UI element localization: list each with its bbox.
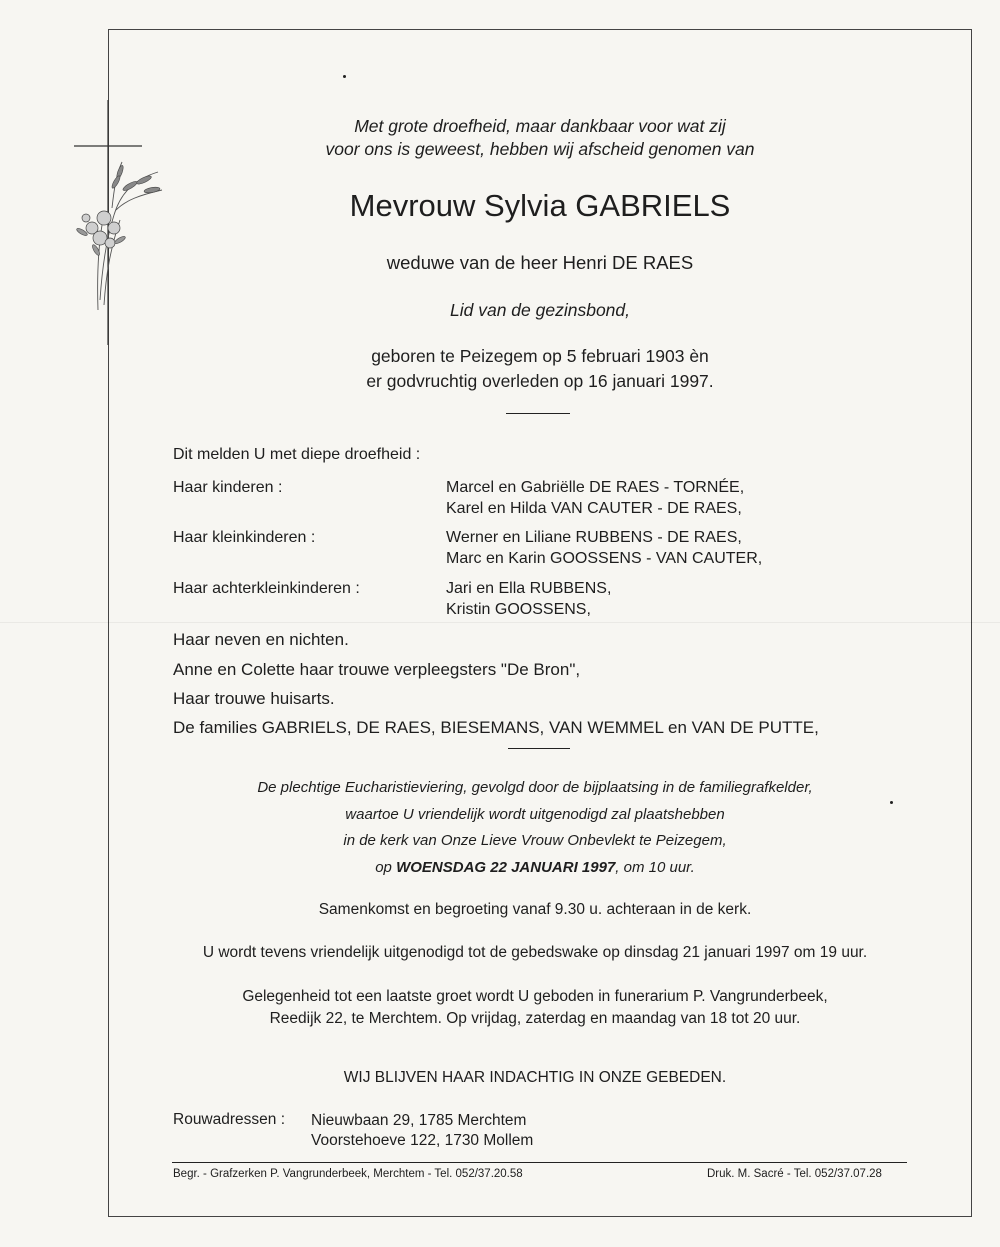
family-label-great-grandchildren: Haar achterkleinkinderen :	[173, 580, 360, 597]
membership-line: Lid van de gezinsbond,	[450, 300, 630, 320]
widow-line: weduwe van de heer Henri DE RAES	[386, 252, 694, 273]
footer-left: Begr. - Grafzerken P. Vangrunderbeek, Merchtem - Tel. 052/37.20.58	[173, 1168, 523, 1180]
ceremony-line: waartoe U vriendelijk wordt uitgenodigd zal plaatshebben	[345, 805, 725, 823]
ceremony-line: De plechtige Eucharistieviering, gevolgd door de bijplaatsing in de familiegrafkelder,	[257, 779, 813, 796]
separator-rule	[506, 413, 570, 414]
ceremony-date-line	[160, 855, 910, 882]
gathering-line: Samenkomst en begroeting vanaf 9.30 u. achteraan in de kerk.	[318, 901, 752, 918]
intro-line: Met grote droefheid, maar dankbaar voor wat zij	[354, 116, 726, 136]
other-relatives-line: Haar trouwe huisarts.	[173, 689, 335, 708]
family-name-line: Marcel en Gabriëlle DE RAES - TORNÉE,	[446, 479, 745, 496]
ceremony-date-prefix: op	[375, 858, 397, 876]
family-name-line: Jari en Ella RUBBENS,	[446, 580, 612, 597]
family-label-grandchildren: Haar kleinkinderen :	[173, 529, 316, 546]
family-name-line: Kristin GOOSSENS,	[446, 601, 591, 618]
family-names-great-grandchildren	[446, 578, 611, 620]
address-line: Voorstehoeve 122, 1730 Mollem	[311, 1132, 534, 1149]
cross-with-flowers-icon	[70, 100, 170, 350]
funeral-home-line: Reedijk 22, te Merchtem. Op vrijdag, zaterdag en maandag van 18 tot 20 uur.	[269, 1010, 801, 1027]
footer-right: Druk. M. Sacré - Tel. 052/37.07.28	[707, 1168, 882, 1180]
family-name-line: Werner en Liliane RUBBENS - DE RAES,	[446, 529, 742, 546]
addresses-label: Rouwadressen :	[173, 1111, 286, 1128]
other-relatives-line: Haar neven en nichten.	[173, 630, 349, 649]
death-line: er godvruchtig overleden op 16 januari 1997.	[366, 371, 714, 391]
ceremony-line: in de kerk van Onze Lieve Vrouw Onbevlekt te Peizegem,	[343, 832, 727, 849]
birth-line: geboren te Peizegem op 5 februari 1903 èn	[371, 346, 709, 366]
footer-rule	[172, 1162, 907, 1163]
intro-line: voor ons is geweest, hebben wij afscheid genomen van	[325, 139, 755, 159]
announce-line: Dit melden U met diepe droefheid :	[173, 446, 421, 463]
paper-fold	[0, 622, 1000, 623]
closing-line: WIJ BLIJVEN HAAR INDACHTIG IN ONZE GEBEDEN.	[343, 1069, 727, 1086]
ceremony-time: , om 10 uur.	[615, 858, 695, 876]
family-names-children	[446, 477, 744, 519]
other-relatives-line: Anne en Colette haar trouwe verpleegsters "De Bron",	[173, 660, 581, 679]
ceremony-date: WOENSDAG 22 JANUARI 1997	[396, 858, 616, 876]
funeral-home-line: Gelegenheid tot een laatste groet wordt U geboden in funerarium P. Vangrunderbeek,	[242, 988, 828, 1005]
address-line: Nieuwbaan 29, 1785 Merchtem	[311, 1112, 527, 1129]
birth-death-dates	[230, 344, 850, 394]
funeral-home-text	[160, 986, 910, 1030]
other-relatives-line: De families GABRIELS, DE RAES, BIESEMANS, VAN WEMMEL en VAN DE PUTTE,	[173, 718, 819, 737]
intro-text	[230, 115, 850, 161]
speck	[343, 75, 346, 78]
addresses-list	[311, 1111, 533, 1151]
deceased-name: Mevrouw Sylvia GABRIELS	[349, 188, 731, 223]
family-label-children: Haar kinderen :	[173, 479, 283, 496]
family-name-line: Karel en Hilda VAN CAUTER - DE RAES,	[446, 500, 742, 517]
separator-rule	[508, 748, 570, 749]
family-name-line: Marc en Karin GOOSSENS - VAN CAUTER,	[446, 550, 763, 567]
wake-line: U wordt tevens vriendelijk uitgenodigd tot de gebedswake op dinsdag 21 januari 1997 om 19 uur.	[202, 944, 868, 961]
ceremony-text	[160, 775, 910, 881]
family-names-grandchildren	[446, 527, 762, 569]
